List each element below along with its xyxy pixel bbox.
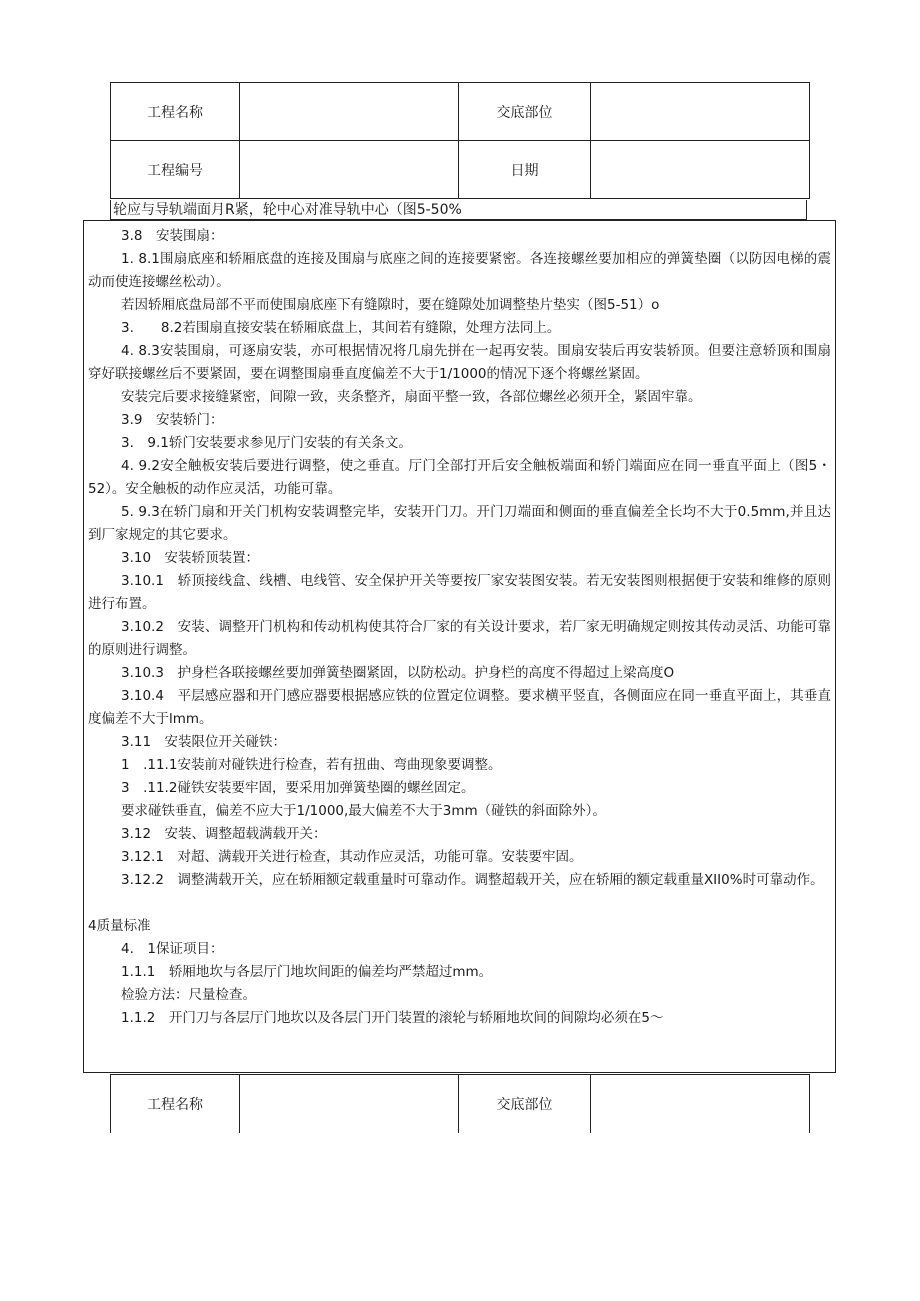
para-3-8-2: 3. 8.2若围扇直接安装在轿厢底盘上，其间若有缝隙，处理方法同上。 (121, 320, 561, 336)
para-4-1: 4. 1保证项目： (121, 941, 224, 957)
header-row-1 (111, 83, 810, 141)
para-3-8-3: 4. 8.3安装围扇，可逐扇安装，亦可根据情况将几扇先拼在一起再安装。围扇安装后再安装轿顶。但要注意轿顶和围扇穿好联接螺丝后不要紧固，要在调整围扇垂直度偏差不大于1/1000的情况下逐个将螺丝紧固。 (88, 343, 831, 382)
para-3-12-2: 3.12.2 调整满载开关，应在轿厢额定载重量时可靠动作。调整超载开关，应在轿厢的额定载重量XII0%时可靠动作。 (121, 872, 824, 888)
para-3-10-4: 3.10.4 平层感应器和开门感应器要根据感应铁的位置定位调整。要求横平竖直，各侧面应在同一垂直平面上，其垂直度偏差不大于lmm。 (88, 688, 831, 727)
header-table-top (110, 82, 810, 199)
para-3-8: 3.8 安装围扇： (121, 228, 224, 244)
para-stopper-req: 要求碰铁垂直，偏差不应大于1/1000,最大偏差不大于3mm（碰铁的斜面除外）。 (121, 803, 606, 819)
project-name-value (240, 83, 459, 141)
para-3-9-3: 5. 9.3在轿门扇和开关门机构安装调整完毕，安装开门刀。开门刀端面和侧面的垂直偏差全长均不大于0.5mm,并且达到厂家规定的其它要求。 (88, 504, 831, 543)
handover-part-value (591, 83, 810, 141)
para-install-req: 安装完后要求接缝紧密，间隙一致，夹条整齐，扇面平整一致，各部位螺丝必须开全，紧固牢靠。 (121, 389, 702, 405)
carry-over-line: 轮应与导轨端面月R紧，轮中心对准导轨中心（图5-50% (110, 200, 807, 220)
para-3-11-1: 1 .11.1安装前对碰铁进行检查，若有扭曲、弯曲现象要调整。 (121, 757, 502, 773)
content-box (83, 220, 836, 1073)
para-gap-note: 若因轿厢底盘局部不平而使围扇底座下有缝隙时，要在缝隙处加调整垫片垫实（图5-51）o (121, 297, 660, 313)
project-name-label: 工程名称 (111, 83, 240, 141)
para-3-12: 3.12 安装、调整超载满载开关： (121, 826, 327, 842)
para-3-11: 3.11 安装限位开关碰铁： (121, 734, 287, 750)
handover-part-label: 交底部位 (459, 83, 591, 141)
para-3-12-1: 3.12.1 对超、满载开关进行检查，其动作应灵活，功能可靠。安装要牢固。 (121, 849, 583, 865)
para-3-10-3: 3.10.3 护身栏各联接螺丝要加弹簧垫圈紧固，以防松动。护身栏的高度不得超过上梁高度O (121, 665, 675, 681)
date-label: 日期 (459, 141, 591, 199)
header-table-bottom (110, 1074, 810, 1133)
para-inspection: 检验方法：尺量检查。 (121, 987, 256, 1003)
project-no-label: 工程编号 (111, 141, 240, 199)
header-row-2 (111, 141, 810, 199)
header-row-repeat (111, 1075, 810, 1133)
section-4-title: 4质量标准 (88, 918, 151, 934)
para-3-9: 3.9 安装轿门： (121, 412, 224, 428)
handover-part-value-repeat (591, 1075, 810, 1133)
para-3-9-2: 4. 9.2安全触板安装后要进行调整，使之垂直。厅门全部打开后安全触板端面和轿门端面应在同一垂直平面上（图5・52）。安全触板的动作应灵活，功能可靠。 (88, 458, 831, 497)
project-no-value (240, 141, 459, 199)
para-3-10: 3.10 安装轿顶装置： (121, 550, 260, 566)
para-3-10-1: 3.10.1 轿顶接线盒、线槽、电线管、安全保护开关等要按厂家安装图安装。若无安装图则根据便于安装和维修的原则进行布置。 (88, 573, 831, 612)
para-1-1-2: 1.1.2 开门刀与各层厅门地坎以及各层门开门装置的滚轮与轿厢地坎间的间隙均必须在5〜 (121, 1010, 664, 1026)
project-name-value-repeat (240, 1075, 459, 1133)
date-value (591, 141, 810, 199)
para-3-11-2: 3 .11.2碰铁安装要牢固，要采用加弹簧垫圈的螺丝固定。 (121, 780, 475, 796)
para-3-10-2: 3.10.2 安装、调整开门机构和传动机构使其符合厂家的有关设计要求，若厂家无明确规定则按其传动灵活、功能可靠的原则进行调整。 (88, 619, 831, 658)
project-name-label-repeat: 工程名称 (111, 1075, 240, 1133)
para-3-9-1: 3. 9.1轿门安装要求参见厅门安装的有关条文。 (121, 435, 412, 451)
para-1-1-1: 1.1.1 轿厢地坎与各层厅门地坎间距的偏差均严禁超过mm。 (121, 964, 493, 980)
handover-part-label-repeat: 交底部位 (459, 1075, 591, 1133)
para-3-8-1: 1. 8.1围扇底座和轿厢底盘的连接及围扇与底座之间的连接要紧密。各连接螺丝要加相应的弹簧垫圈（以防因电梯的震动而使连接螺丝松动）。 (88, 251, 831, 290)
